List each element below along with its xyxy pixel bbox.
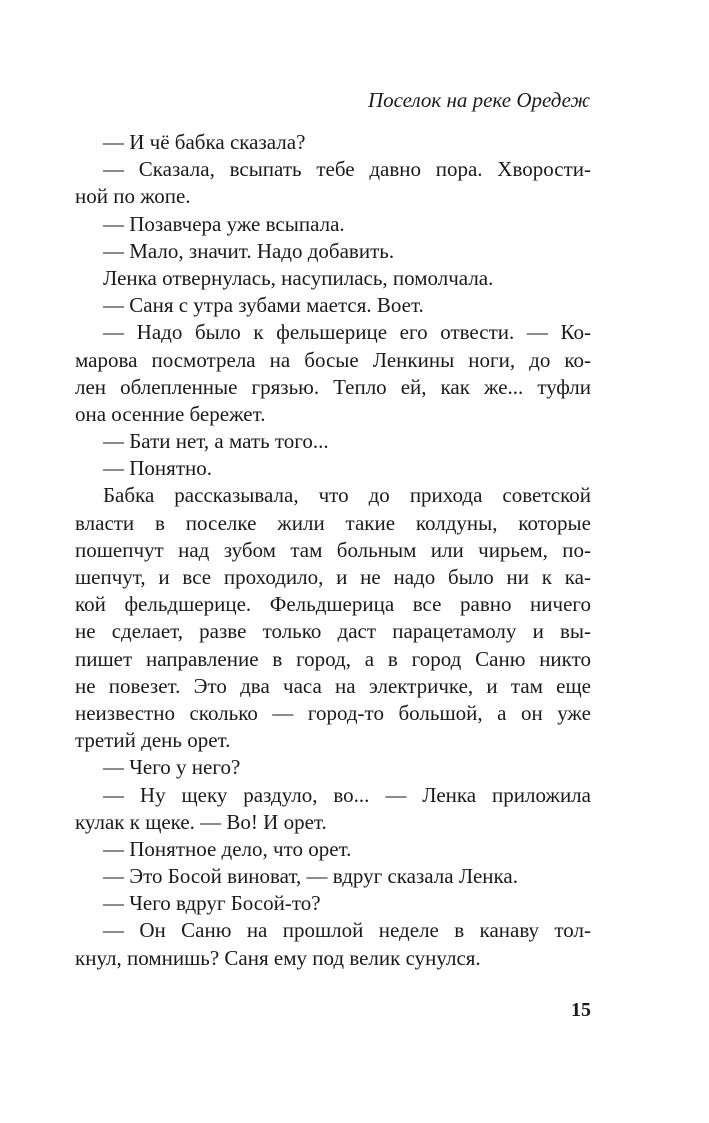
text-line: — Ну щеку раздуло, во... — Ленка приложила <box>103 782 591 807</box>
text-line: — Он Саню на прошлой неделе в канаву тол- <box>103 918 591 943</box>
text-line: — Позавчера уже всыпала. <box>103 211 345 236</box>
text-line: лен облепленные грязью. Тепло ей, как же... туфли <box>75 374 591 399</box>
text-line: марова посмотрела на босые Ленкины ноги, до ко- <box>75 347 591 372</box>
text-line: — Саня с утра зубами мается. Воет. <box>103 293 424 318</box>
running-head-title: Поселок на реке Оредеж <box>367 88 590 112</box>
text-line: кулак к щеке. — Во! И орет. <box>75 809 327 834</box>
text-line: — Чего вдруг Босой-то? <box>103 891 321 916</box>
page-number: 15 <box>571 999 591 1021</box>
text-line: кнул, помнишь? Саня ему под велик сунулся. <box>75 945 481 970</box>
text-line: Бабка рассказывала, что до прихода советской <box>103 483 591 508</box>
text-line: — Чего у него? <box>103 755 241 780</box>
text-line: — Понятное дело, что орет. <box>103 836 352 861</box>
text-line: шепчут, и все проходило, и не надо было ни к ка- <box>75 565 591 589</box>
text-line: пишет направление в город, а в город Саню никто <box>75 646 591 671</box>
text-line: ной по жопе. <box>75 184 191 209</box>
text-line: Ленка отвернулась, насупилась, помолчала. <box>103 265 494 290</box>
text-line: — Бати нет, а мать того... <box>103 429 329 454</box>
text-line: она осенние бережет. <box>75 401 266 426</box>
text-line: третий день орет. <box>75 728 231 753</box>
text-line: пошепчут над зубом там больным или чирьем, по- <box>75 537 591 562</box>
text-line: не сделает, разве только даст парацетамолу и вы- <box>75 619 591 644</box>
text-line: — Надо было к фельшерице его отвести. — Ко- <box>103 320 591 345</box>
body-text <box>75 129 591 972</box>
text-line: — Сказала, всыпать тебе давно пора. Хворости- <box>103 157 591 182</box>
text-line: власти в поселке жили такие колдуны, которые <box>75 510 591 535</box>
text-line: неизвестно сколько — город-то большой, а он уже <box>75 700 591 725</box>
text-line: — И чё бабка сказала? <box>103 130 306 154</box>
text-line: — Это Босой виноват, — вдруг сказала Ленка. <box>103 864 518 889</box>
text-line: — Понятно. <box>103 456 212 481</box>
text-line: — Мало, значит. Надо добавить. <box>103 238 395 263</box>
text-line: кой фельдшерице. Фельдшерица все равно ничего <box>75 592 591 617</box>
text-line: не повезет. Это два часа на электричке, и там еще <box>75 673 591 698</box>
